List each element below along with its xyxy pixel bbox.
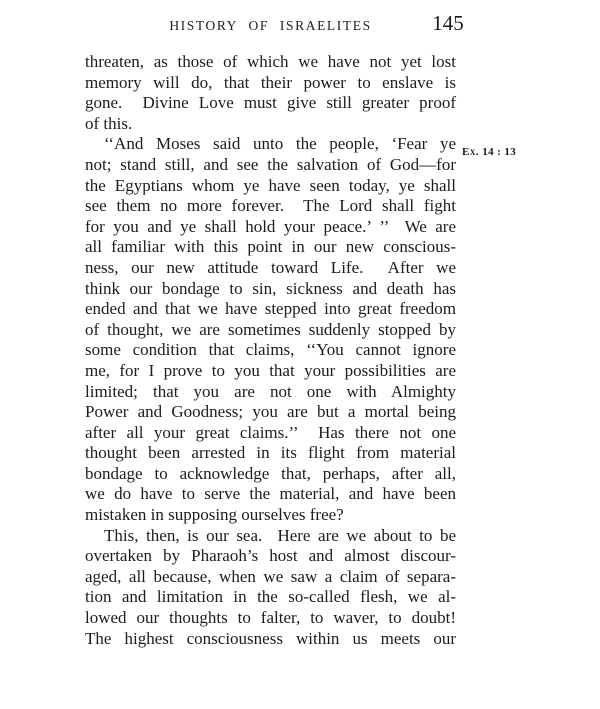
text-line: thought been arrested in its flight from material bbox=[85, 443, 456, 463]
text-line: Power and Goodness; you are but a mortal being bbox=[85, 402, 456, 422]
text-line: for you and ye shall hold your peace.’ ’’ We are bbox=[85, 216, 456, 236]
text-line: aged, all because, when we saw a claim of separa- bbox=[85, 566, 456, 586]
text-line: lowed our thoughts to falter, to waver, to doubt! bbox=[85, 608, 456, 628]
text-line: all familiar with this point in our new conscious- bbox=[85, 237, 456, 257]
text-line: after all your great claims.’’ Has there not one bbox=[85, 422, 456, 442]
text-line: some condition that claims, ‘‘You cannot ignore bbox=[85, 340, 456, 360]
text-line: of thought, we are sometimes suddenly stopped by bbox=[85, 319, 456, 339]
page-title: HISTORY OF ISRAELITES bbox=[169, 18, 372, 33]
text-line: see them no more forever. The Lord shall fight bbox=[85, 196, 456, 216]
text-line: think our bondage to sin, sickness and death has bbox=[85, 278, 456, 298]
text-line: of this. bbox=[85, 113, 133, 133]
text-line: gone. Divine Love must give still greater proof bbox=[85, 93, 456, 113]
text-line: ended and that we have stepped into great freedom bbox=[85, 299, 456, 319]
text-line: ness, our new attitude toward Life. After we bbox=[85, 257, 456, 277]
text-line: The highest consciousness within us meets our bbox=[85, 628, 456, 648]
text-line: bondage to acknowledge that, perhaps, after all, bbox=[85, 463, 456, 483]
margin-note: Ex. 14 : 13 bbox=[462, 146, 517, 158]
text-line: overtaken by Pharaoh’s host and almost discour- bbox=[85, 546, 456, 566]
text-line: This, then, is our sea. Here are we about to be bbox=[104, 525, 456, 545]
page-number: 145 bbox=[432, 11, 464, 35]
text-line: memory will do, that their power to enslave is bbox=[85, 72, 456, 92]
body-text bbox=[85, 52, 456, 649]
text-line: me, for I prove to you that your possibilities are bbox=[85, 360, 456, 380]
text-line: the Egyptians whom ye have seen today, ye shall bbox=[85, 175, 456, 195]
text-line: tion and limitation in the so-called flesh, we al- bbox=[85, 587, 456, 607]
text-line: threaten, as those of which we have not yet lost bbox=[85, 52, 456, 71]
text-line: limited; that you are not one with Almighty bbox=[85, 381, 456, 401]
text-line: mistaken in supposing ourselves free? bbox=[85, 505, 344, 525]
text-line: not; stand still, and see the salvation of God—for bbox=[85, 154, 456, 174]
running-head bbox=[85, 18, 456, 34]
text-line: we do have to serve the material, and have been bbox=[85, 484, 456, 504]
text-line: ‘‘And Moses said unto the people, ‘Fear ye bbox=[104, 134, 456, 154]
